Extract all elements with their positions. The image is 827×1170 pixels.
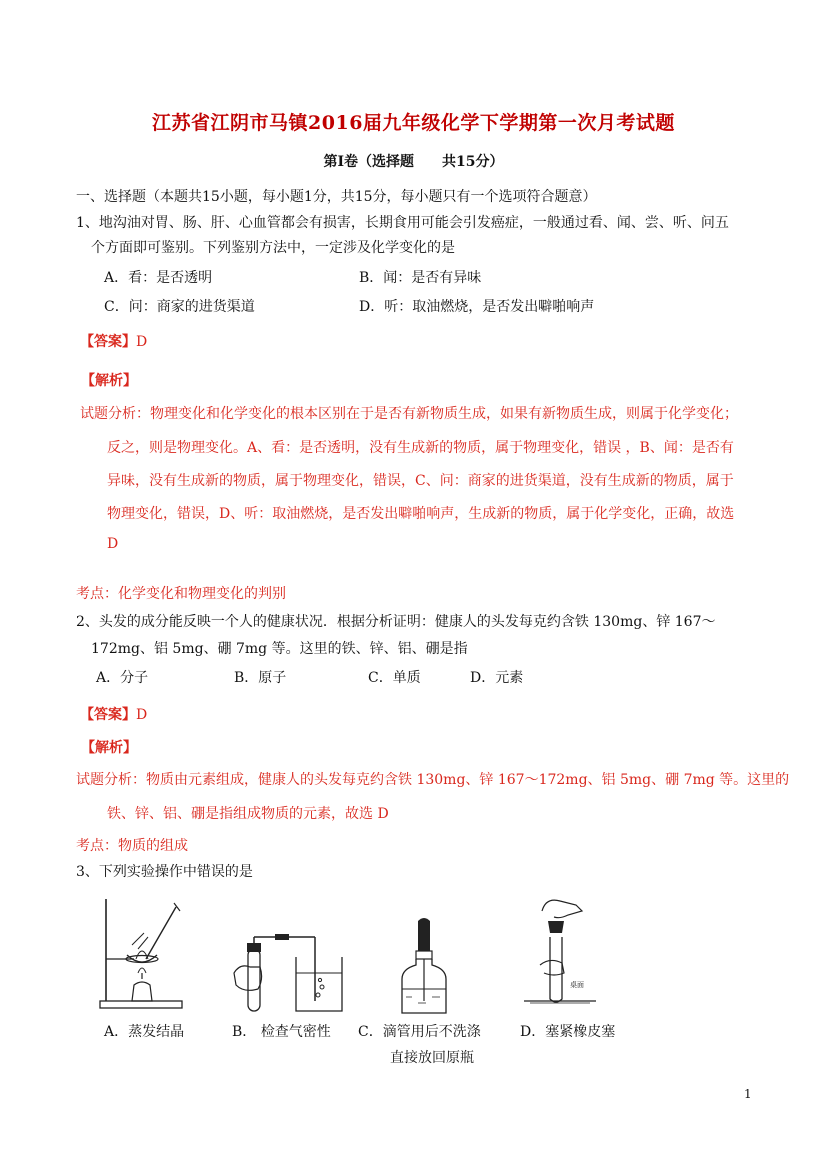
q2-analysis-line: 试题分析：物质由元素组成，健康人的头发每克约含铁 130mg、锌 167～172mg、铝 5mg、硼 7mg 等。这里的 xyxy=(76,772,790,788)
q3-caption-d: D．塞紧橡皮塞 xyxy=(520,1024,616,1040)
figure-stopper-on-desk xyxy=(520,893,600,1011)
q2-analysis-line: 铁、锌、铝、硼是指组成物质的元素，故选 D xyxy=(107,806,389,822)
page-title: 江苏省江阴市马镇2016届九年级化学下学期第一次月考试题 xyxy=(152,112,675,134)
page-number: 1 xyxy=(744,1087,752,1101)
q2-answer xyxy=(80,704,147,724)
q1-answer xyxy=(80,331,147,351)
q1-option-a: A．看：是否透明 xyxy=(104,270,213,286)
q1-analysis-line: 物理变化，错误，D、听：取油燃烧，是否发出噼啪响声，生成新的物质，属于化学变化，正确，故选 xyxy=(107,506,735,522)
section-heading: 一、选择题（本题共15小题，每小题1分，共15分，每小题只有一个选项符合题意） xyxy=(76,189,597,205)
q2-option-b: B．原子 xyxy=(234,670,287,686)
q2-stem-line1: 2、头发的成分能反映一个人的健康状况．根据分析证明：健康人的头发每克约含铁 130mg、锌 167～ xyxy=(76,614,716,630)
q1-stem-line1: 1、地沟油对胃、肠、肝、心血管都会有损害，长期食用可能会引发癌症，一般通过看、闻、尝、听、问五 xyxy=(76,215,729,231)
q2-kaodian: 考点：物质的组成 xyxy=(76,838,188,854)
answer-label: 【答案】 xyxy=(80,334,136,350)
q1-option-b: B．闻：是否有异味 xyxy=(359,270,482,286)
q3-caption-c-line2: 直接放回原瓶 xyxy=(390,1050,474,1066)
answer-value: D xyxy=(136,334,148,350)
section-subtitle: 第Ⅰ卷（选择题 共15分） xyxy=(323,154,504,170)
figure-airtightness xyxy=(230,923,350,1015)
desk-label: 桌面 xyxy=(570,981,584,989)
q2-stem-line2: 172mg、铝 5mg、硼 7mg 等。这里的铁、锌、铝、硼是指 xyxy=(91,641,468,657)
q3-caption-c: C．滴管用后不洗涤 xyxy=(358,1024,481,1040)
q2-analysis-label: 【解析】 xyxy=(81,740,137,756)
q1-analysis-label: 【解析】 xyxy=(81,373,137,389)
figure-evaporation xyxy=(92,893,192,1011)
q2-option-c: C．单质 xyxy=(368,670,421,686)
figure-dropper-bottle xyxy=(392,917,456,1017)
q1-analysis-line: 反之，则是物理变化。A、看：是否透明，没有生成新的物质，属于物理变化，错误 ，B、闻：是否有 xyxy=(107,440,734,456)
q1-kaodian: 考点：化学变化和物理变化的判别 xyxy=(76,586,286,602)
q1-option-c: C．问：商家的进货渠道 xyxy=(104,299,255,315)
q1-analysis-line: D xyxy=(107,536,119,552)
q2-option-a: A．分子 xyxy=(96,670,149,686)
q3-caption-a: A．蒸发结晶 xyxy=(104,1024,185,1040)
q3-caption-b: B． 检查气密性 xyxy=(232,1024,331,1040)
q1-analysis-line: 异味，没有生成新的物质，属于物理变化，错误，C、问：商家的进货渠道，没有生成新的物质，属于 xyxy=(107,473,734,489)
q1-analysis-line: 试题分析：物理变化和化学变化的根本区别在于是否有新物质生成，如果有新物质生成，则属于化学变化； xyxy=(80,406,738,422)
answer-value: D xyxy=(136,707,148,723)
q2-option-d: D．元素 xyxy=(470,670,524,686)
answer-label: 【答案】 xyxy=(80,707,136,723)
q1-stem-line2: 个方面即可鉴别。下列鉴别方法中，一定涉及化学变化的是 xyxy=(91,240,455,256)
q3-stem: 3、下列实验操作中错误的是 xyxy=(76,864,253,880)
q1-option-d: D．听：取油燃烧，是否发出噼啪响声 xyxy=(359,299,595,315)
